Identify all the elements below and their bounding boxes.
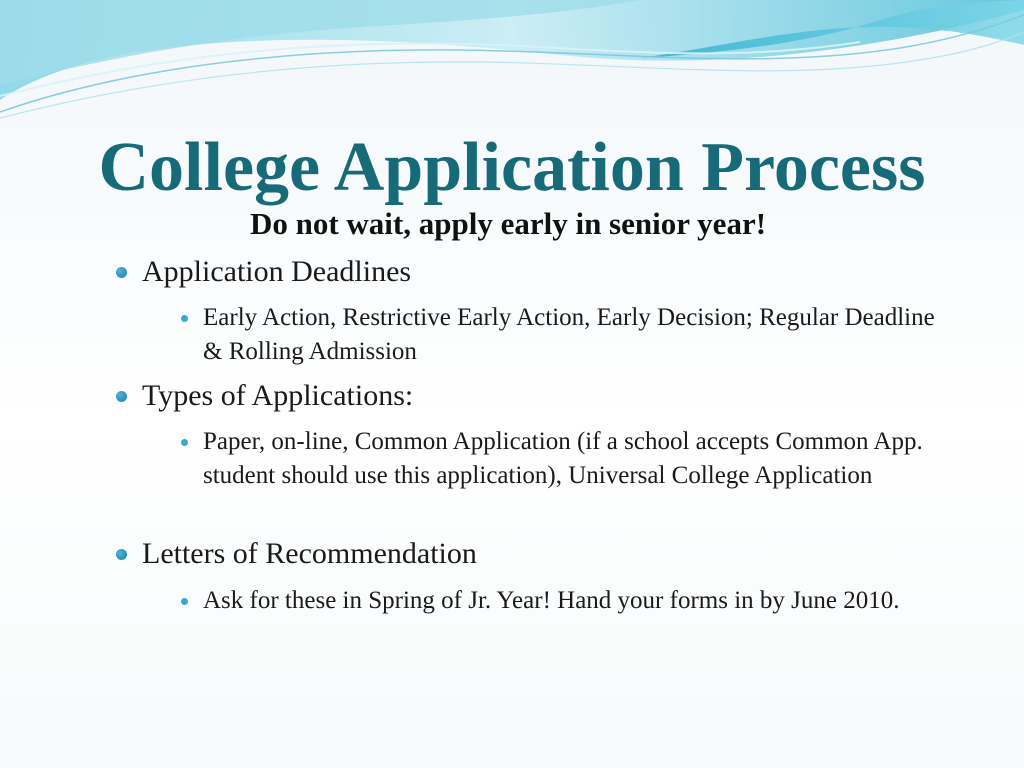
sub-bullet-application-types-detail: Paper, on-line, Common Application (if a school accepts Common App. student should use this application), Universal College Application [203,428,923,489]
sub-bullet-recommendation-detail: Ask for these in Spring of Jr. Year! Hand your forms in by June 2010. [203,587,900,614]
bullet-letters-of-recommendation: Letters of Recommendation [142,537,477,570]
sub-bullet-deadlines-detail: Early Action, Restrictive Early Action, Early Decision; Regular Deadline & Rolling Admission [203,304,935,365]
sub-bullet-dot-icon [181,439,188,446]
bullet-dot-icon [116,391,127,402]
sub-bullet-dot-icon [181,315,188,322]
bullet-dot-icon [116,549,127,560]
bullet-types-of-applications: Types of Applications: [142,379,414,412]
slide-subtitle: Do not wait, apply early in senior year! [249,206,767,241]
bullet-dot-icon [116,267,127,278]
slide-title: College Application Process [98,129,926,206]
bullet-application-deadlines: Application Deadlines [142,255,412,288]
sub-bullet-dot-icon [181,598,188,605]
